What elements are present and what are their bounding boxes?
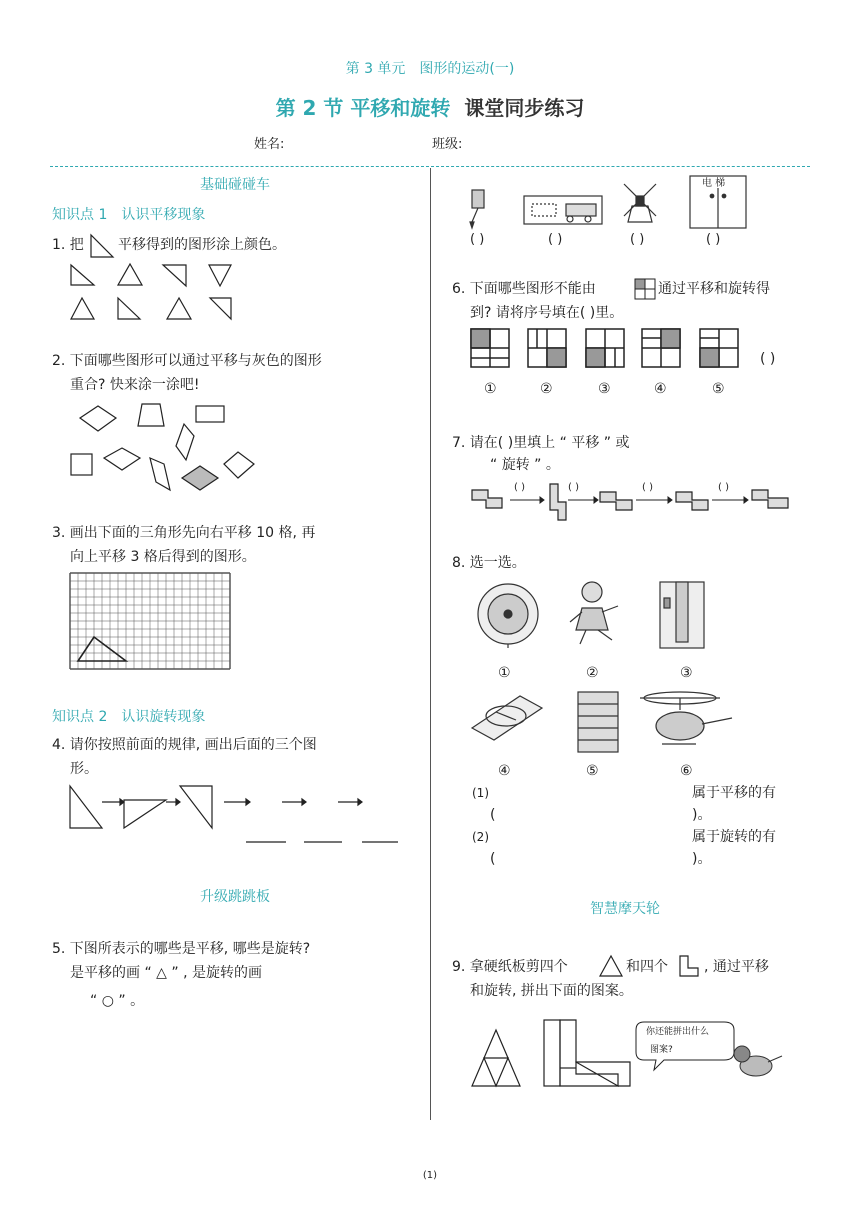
q7-line2: “ 旋转 ” 。 xyxy=(490,457,560,473)
q9-line1b: 和四个 xyxy=(626,959,668,975)
q8-part2-open[interactable]: ( xyxy=(490,851,496,867)
q6-label-1: ① xyxy=(484,381,497,397)
cartoon-character-icon xyxy=(734,1046,782,1076)
q1-tri-4 xyxy=(209,265,231,286)
q6-label-3: ③ xyxy=(598,381,611,397)
q7-paren-4[interactable]: ( ) xyxy=(718,482,729,493)
title-practice: 课堂同步练习 xyxy=(464,96,585,120)
girl-walking-icon xyxy=(570,582,618,644)
q7-paren-2[interactable]: ( ) xyxy=(568,482,579,493)
q6-line1b: 通过平移和旋转得 xyxy=(658,281,770,297)
q8-part1-close: )。 xyxy=(692,807,712,823)
q2-rhombus-1 xyxy=(80,406,116,431)
windmill-icon xyxy=(624,184,656,222)
q1-tri-3 xyxy=(163,265,186,286)
fan-icon xyxy=(478,584,538,648)
q6-options xyxy=(470,328,760,372)
refrigerator-door-icon xyxy=(660,582,704,648)
unit-heading: 第 3 单元 图形的运动(一) xyxy=(345,61,515,77)
q2-line2: 重合? 快来涂一涂吧! xyxy=(70,377,200,393)
q2-square xyxy=(71,454,92,475)
q2-rhombus-3 xyxy=(224,452,254,478)
drawer-cabinet-icon xyxy=(578,692,618,752)
q4-tri-1 xyxy=(70,786,102,828)
q6-option-3 xyxy=(586,329,624,367)
q8-label-5: ⑤ xyxy=(586,763,599,779)
q6-option-1 xyxy=(471,329,509,367)
section-wisdom: 智慧摩天轮 xyxy=(590,901,660,917)
q2-gray-rhombus xyxy=(182,466,218,490)
q7-shape-2 xyxy=(550,484,566,520)
q2-line1: 2. 下面哪些图形可以通过平移与灰色的图形 xyxy=(52,353,322,369)
q2-shapes xyxy=(66,400,266,494)
q5-paren-4[interactable]: ( ) xyxy=(706,232,721,247)
q6-reference-icon xyxy=(634,278,656,300)
q1-tri-6 xyxy=(118,298,140,319)
q1-tri-1 xyxy=(71,265,94,285)
q1-post: 平移得到的图形涂上颜色。 xyxy=(118,237,286,253)
name-label: 姓名: xyxy=(254,137,285,152)
q3-line1: 3. 画出下面的三角形先向右平移 10 格, 再 xyxy=(52,525,316,541)
section-basic: 基础碰碰车 xyxy=(200,177,270,193)
q6-label-5: ⑤ xyxy=(712,381,725,397)
q5-paren-2[interactable]: ( ) xyxy=(548,232,563,247)
q2-rectangle xyxy=(196,406,224,422)
q8-part2-text: 属于旋转的有 xyxy=(692,829,776,845)
q8-part2-close: )。 xyxy=(692,851,712,867)
q3-grid[interactable] xyxy=(70,573,232,669)
q9-line1c: , 通过平移 xyxy=(704,959,769,975)
bubble-line1: 你还能拼出什么 xyxy=(646,1027,710,1037)
q6-option-5 xyxy=(700,329,738,367)
q9-triangle-pattern xyxy=(472,1030,520,1086)
q6-line2: 到? 请将序号填在( )里。 xyxy=(470,305,624,321)
car-truck-icon xyxy=(524,196,602,224)
q1-reference-triangle xyxy=(90,234,114,258)
q9-line1a: 9. 拿硬纸板剪四个 xyxy=(452,959,568,975)
q5-line2: 是平移的画 “ △ ” , 是旋转的画 xyxy=(70,965,262,981)
elevator-label: 电 梯 xyxy=(702,178,726,189)
bubble-line2: 图案? xyxy=(650,1045,673,1055)
q7-paren-3[interactable]: ( ) xyxy=(642,482,653,493)
steering-wheel-icon xyxy=(472,696,542,740)
q1-tri-2 xyxy=(118,264,142,285)
q1-tri-8 xyxy=(210,298,231,319)
knowledge-point-1: 知识点 1 认识平移现象 xyxy=(52,207,206,223)
q4-tri-3 xyxy=(180,786,212,828)
q6-answer-paren[interactable]: ( ) xyxy=(760,351,776,367)
q4-tri-2 xyxy=(124,800,166,828)
q6-option-2 xyxy=(528,329,566,367)
q4-line1: 4. 请你按照前面的规律, 画出后面的三个图 xyxy=(52,737,317,753)
q8-label-2: ② xyxy=(586,665,599,681)
q7-shape-4 xyxy=(676,492,708,510)
column-divider xyxy=(430,168,431,1120)
q1-triangles xyxy=(68,262,248,326)
q8-part1-text: 属于平移的有 xyxy=(692,785,776,801)
q9-l-pattern xyxy=(544,1020,630,1086)
q7-shape-5 xyxy=(752,490,788,508)
q6-label-2: ② xyxy=(540,381,553,397)
q8-part1-open[interactable]: ( xyxy=(490,807,496,823)
q7-shape-3 xyxy=(600,492,632,510)
section-upgrade: 升级跳跳板 xyxy=(200,889,270,905)
q3-line2: 向上平移 3 格后得到的图形。 xyxy=(70,549,256,565)
q8-label-3: ③ xyxy=(680,665,693,681)
q2-trapezoid xyxy=(138,404,164,426)
q7-paren-1[interactable]: ( ) xyxy=(514,482,525,493)
page-title xyxy=(0,92,860,121)
q7-shape-1 xyxy=(472,490,502,508)
q8-title: 8. 选一选。 xyxy=(452,555,526,571)
q2-parallelogram xyxy=(150,458,170,490)
q1-tri-5 xyxy=(71,298,94,319)
pencil-sharpener-icon xyxy=(470,190,484,228)
q8-label-4: ④ xyxy=(498,763,511,779)
q5-paren-1[interactable]: ( ) xyxy=(470,232,485,247)
q6-option-4 xyxy=(642,329,680,367)
q8-part2-label: (2) xyxy=(472,830,489,844)
q9-line2: 和旋转, 拼出下面的图案。 xyxy=(470,983,633,999)
q8-label-1: ① xyxy=(498,665,511,681)
knowledge-point-2: 知识点 2 认识旋转现象 xyxy=(52,709,206,725)
class-label: 班级: xyxy=(432,137,463,152)
q4-line2: 形。 xyxy=(70,761,98,777)
q2-rhombus-tilted xyxy=(176,424,194,460)
q9-patterns xyxy=(468,1014,798,1094)
q5-line3: “ ○ ” 。 xyxy=(90,993,145,1009)
q5-paren-3[interactable]: ( ) xyxy=(630,232,645,247)
q7-line1: 7. 请在( )里填上 “ 平移 ” 或 xyxy=(452,435,630,451)
q6-label-4: ④ xyxy=(654,381,667,397)
q1-pre: 1. 把 xyxy=(52,237,84,253)
title-section: 第 2 节 平移和旋转 xyxy=(275,96,451,120)
q9-l-shape-icon xyxy=(678,954,702,978)
q4-pattern xyxy=(66,782,406,852)
q1-tri-7 xyxy=(167,298,191,319)
q2-rhombus-2 xyxy=(104,448,140,470)
helicopter-icon xyxy=(640,692,732,744)
q8-label-6: ⑥ xyxy=(680,763,693,779)
q6-line1: 6. 下面哪些图形不能由 xyxy=(452,281,596,297)
q9-triangle-icon xyxy=(598,954,624,978)
q8-part1-label: (1) xyxy=(472,786,489,800)
q5-line1: 5. 下图所表示的哪些是平移, 哪些是旋转? xyxy=(52,941,311,957)
page-number: (1) xyxy=(422,1170,438,1181)
header-divider xyxy=(50,166,810,167)
